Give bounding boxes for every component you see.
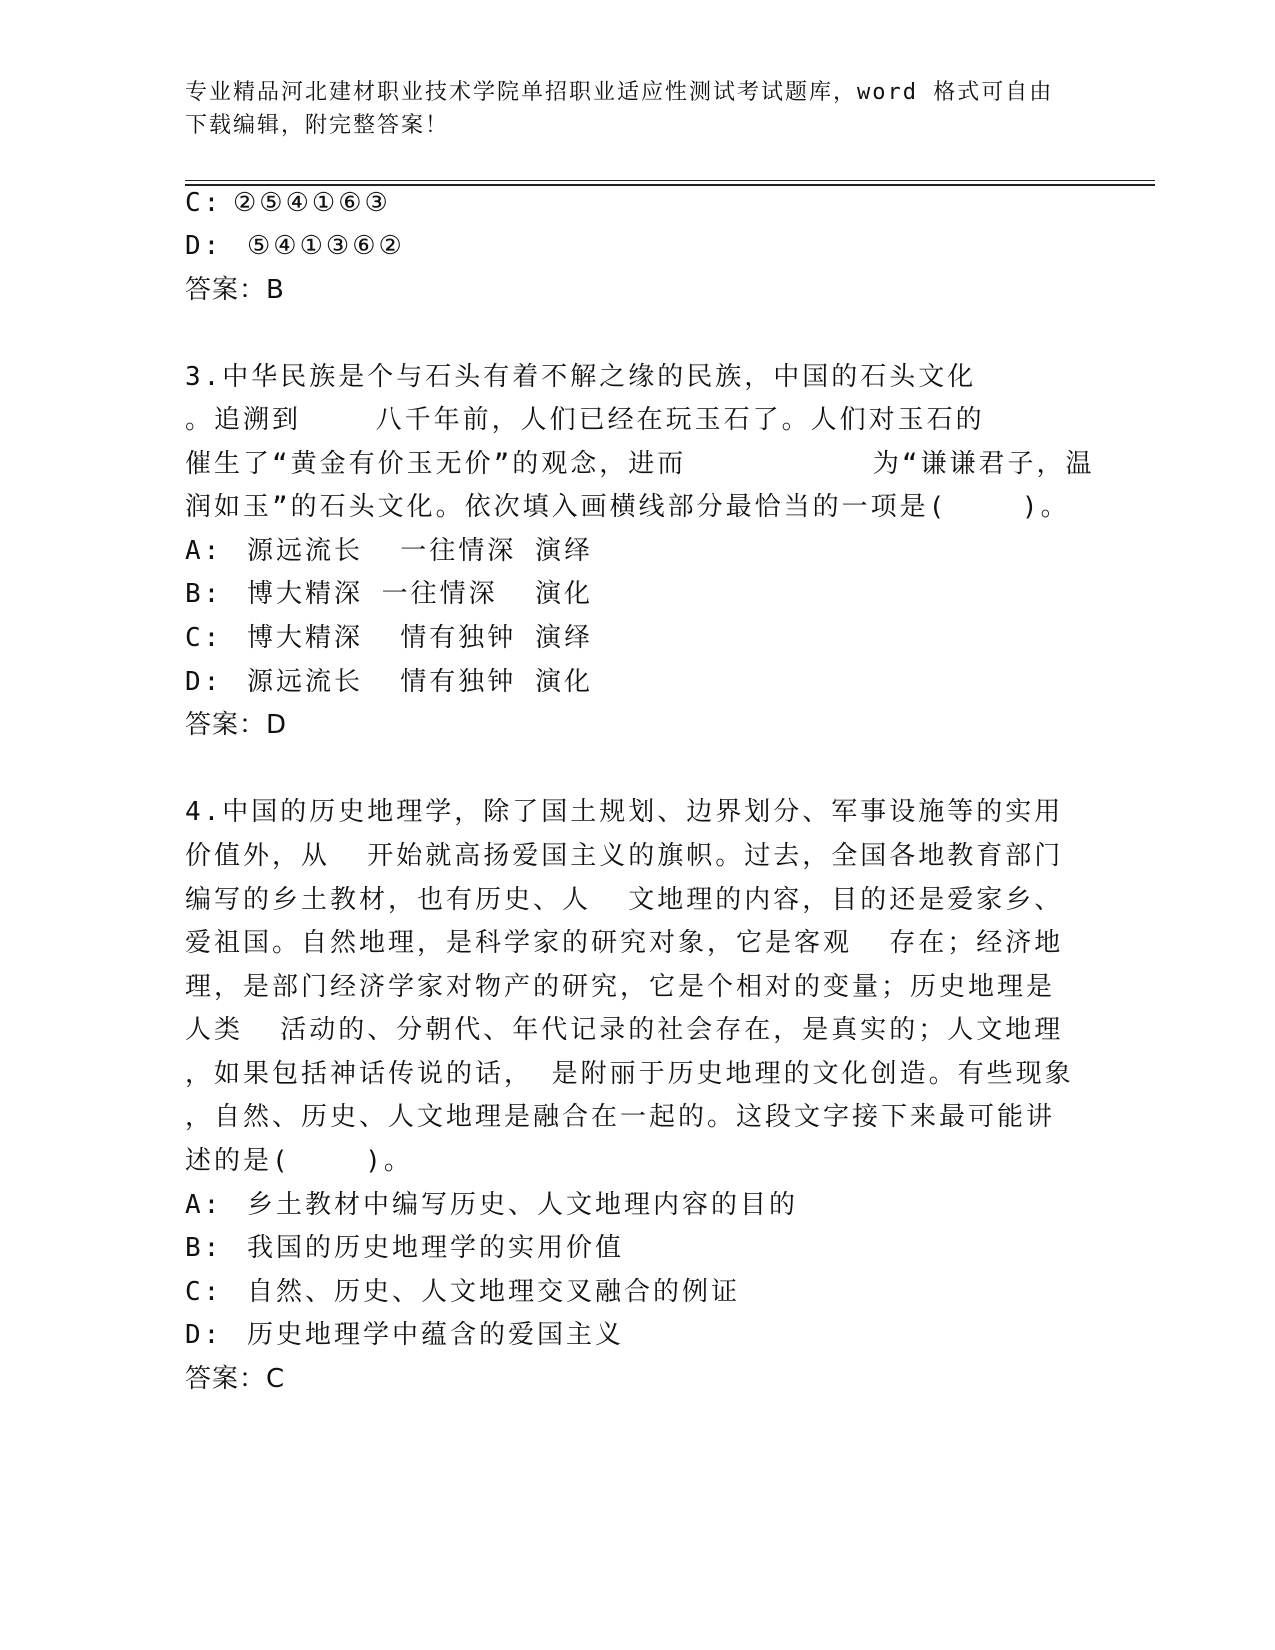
option-label: D: [185, 667, 223, 697]
option-label: D: [185, 1320, 223, 1350]
q3-option-a [185, 535, 593, 567]
option-label: D: [185, 231, 223, 261]
q4-stem-line: 4.中国的历史地理学，除了国土规划、边界划分、军事设施等的实用 [185, 797, 1064, 827]
q3-stem-line: 润如玉”的石头文化。依次填入画横线部分最恰当的一项是( )。 [185, 492, 1070, 522]
q3-option-b [185, 578, 593, 610]
q4-answer: 答案：C [185, 1364, 286, 1394]
option-label: A: [185, 1190, 223, 1220]
q4-option-d [185, 1319, 624, 1351]
option-label: B: [185, 1233, 223, 1263]
option-text: ②⑤④①⑥③ [233, 188, 391, 218]
option-text: ⑤④①③⑥② [247, 231, 405, 261]
q4-option-c [185, 1276, 740, 1308]
q4-stem-line: 理，是部门经济学家对物产的研究，它是个相对的变量；历史地理是 [185, 972, 1056, 1002]
option-label: C: [185, 1277, 223, 1307]
option-text: 博大精深 情有独钟 演绎 [247, 623, 593, 653]
header-line-2: 下载编辑，附完整答案！ [185, 113, 450, 138]
q4-stem-line: ，如果包括神话传说的话， 是附丽于历史地理的文化创造。有些现象 [185, 1059, 1074, 1089]
q4-stem-line: ，自然、历史、人文地理是融合在一起的。这段文字接下来最可能讲 [185, 1102, 1056, 1132]
q2-option-d [185, 230, 405, 262]
q4-stem-line: 述的是( )。 [185, 1146, 413, 1176]
page-header [185, 76, 1065, 142]
option-label: C: [185, 623, 223, 653]
header-divider-thin [185, 180, 1155, 181]
q3-option-d [185, 666, 593, 698]
q3-stem-line: 。追溯到 八千年前，人们已经在玩玉石了。人们对玉石的 [185, 405, 985, 435]
option-text: 历史地理学中蕴含的爱国主义 [247, 1320, 625, 1350]
header-line-1: 专业精品河北建材职业技术学院单招职业适应性测试考试题库，word 格式可自由 [185, 80, 1054, 105]
q2-answer: 答案：B [185, 275, 285, 305]
q4-stem-line: 爱祖国。自然地理，是科学家的研究对象，它是客观 存在；经济地 [185, 928, 1064, 958]
option-text: 源远流长 情有独钟 演化 [247, 667, 593, 697]
q3-stem-line: 催生了“黄金有价玉无价”的观念，进而 为“谦谦君子，温 [185, 449, 1095, 479]
option-label: B: [185, 579, 223, 609]
q4-stem-line: 编写的乡土教材，也有历史、人 文地理的内容，目的还是爱家乡、 [185, 885, 1064, 915]
q2-option-c [185, 187, 391, 219]
option-text: 乡土教材中编写历史、人文地理内容的目的 [247, 1190, 799, 1220]
q4-stem-line: 人类 活动的、分朝代、年代记录的社会存在，是真实的；人文地理 [185, 1015, 1064, 1045]
option-text: 我国的历史地理学的实用价值 [247, 1233, 625, 1263]
q4-stem-line: 价值外，从 开始就高扬爱国主义的旗帜。过去，全国各地教育部门 [185, 841, 1064, 871]
q3-answer: 答案：D [185, 710, 288, 740]
q3-stem-line: 3.中华民族是个与石头有着不解之缘的民族，中国的石头文化 [185, 362, 977, 392]
option-text: 博大精深 一往情深 演化 [247, 579, 593, 609]
option-text: 自然、历史、人文地理交叉融合的例证 [247, 1277, 741, 1307]
q4-option-b [185, 1232, 624, 1264]
q4-option-a [185, 1189, 798, 1221]
header-divider-thick [185, 184, 1155, 186]
option-label: A: [185, 536, 223, 566]
option-label: C: [185, 188, 223, 218]
q3-option-c [185, 622, 593, 654]
option-text: 源远流长 一往情深 演绎 [247, 536, 593, 566]
